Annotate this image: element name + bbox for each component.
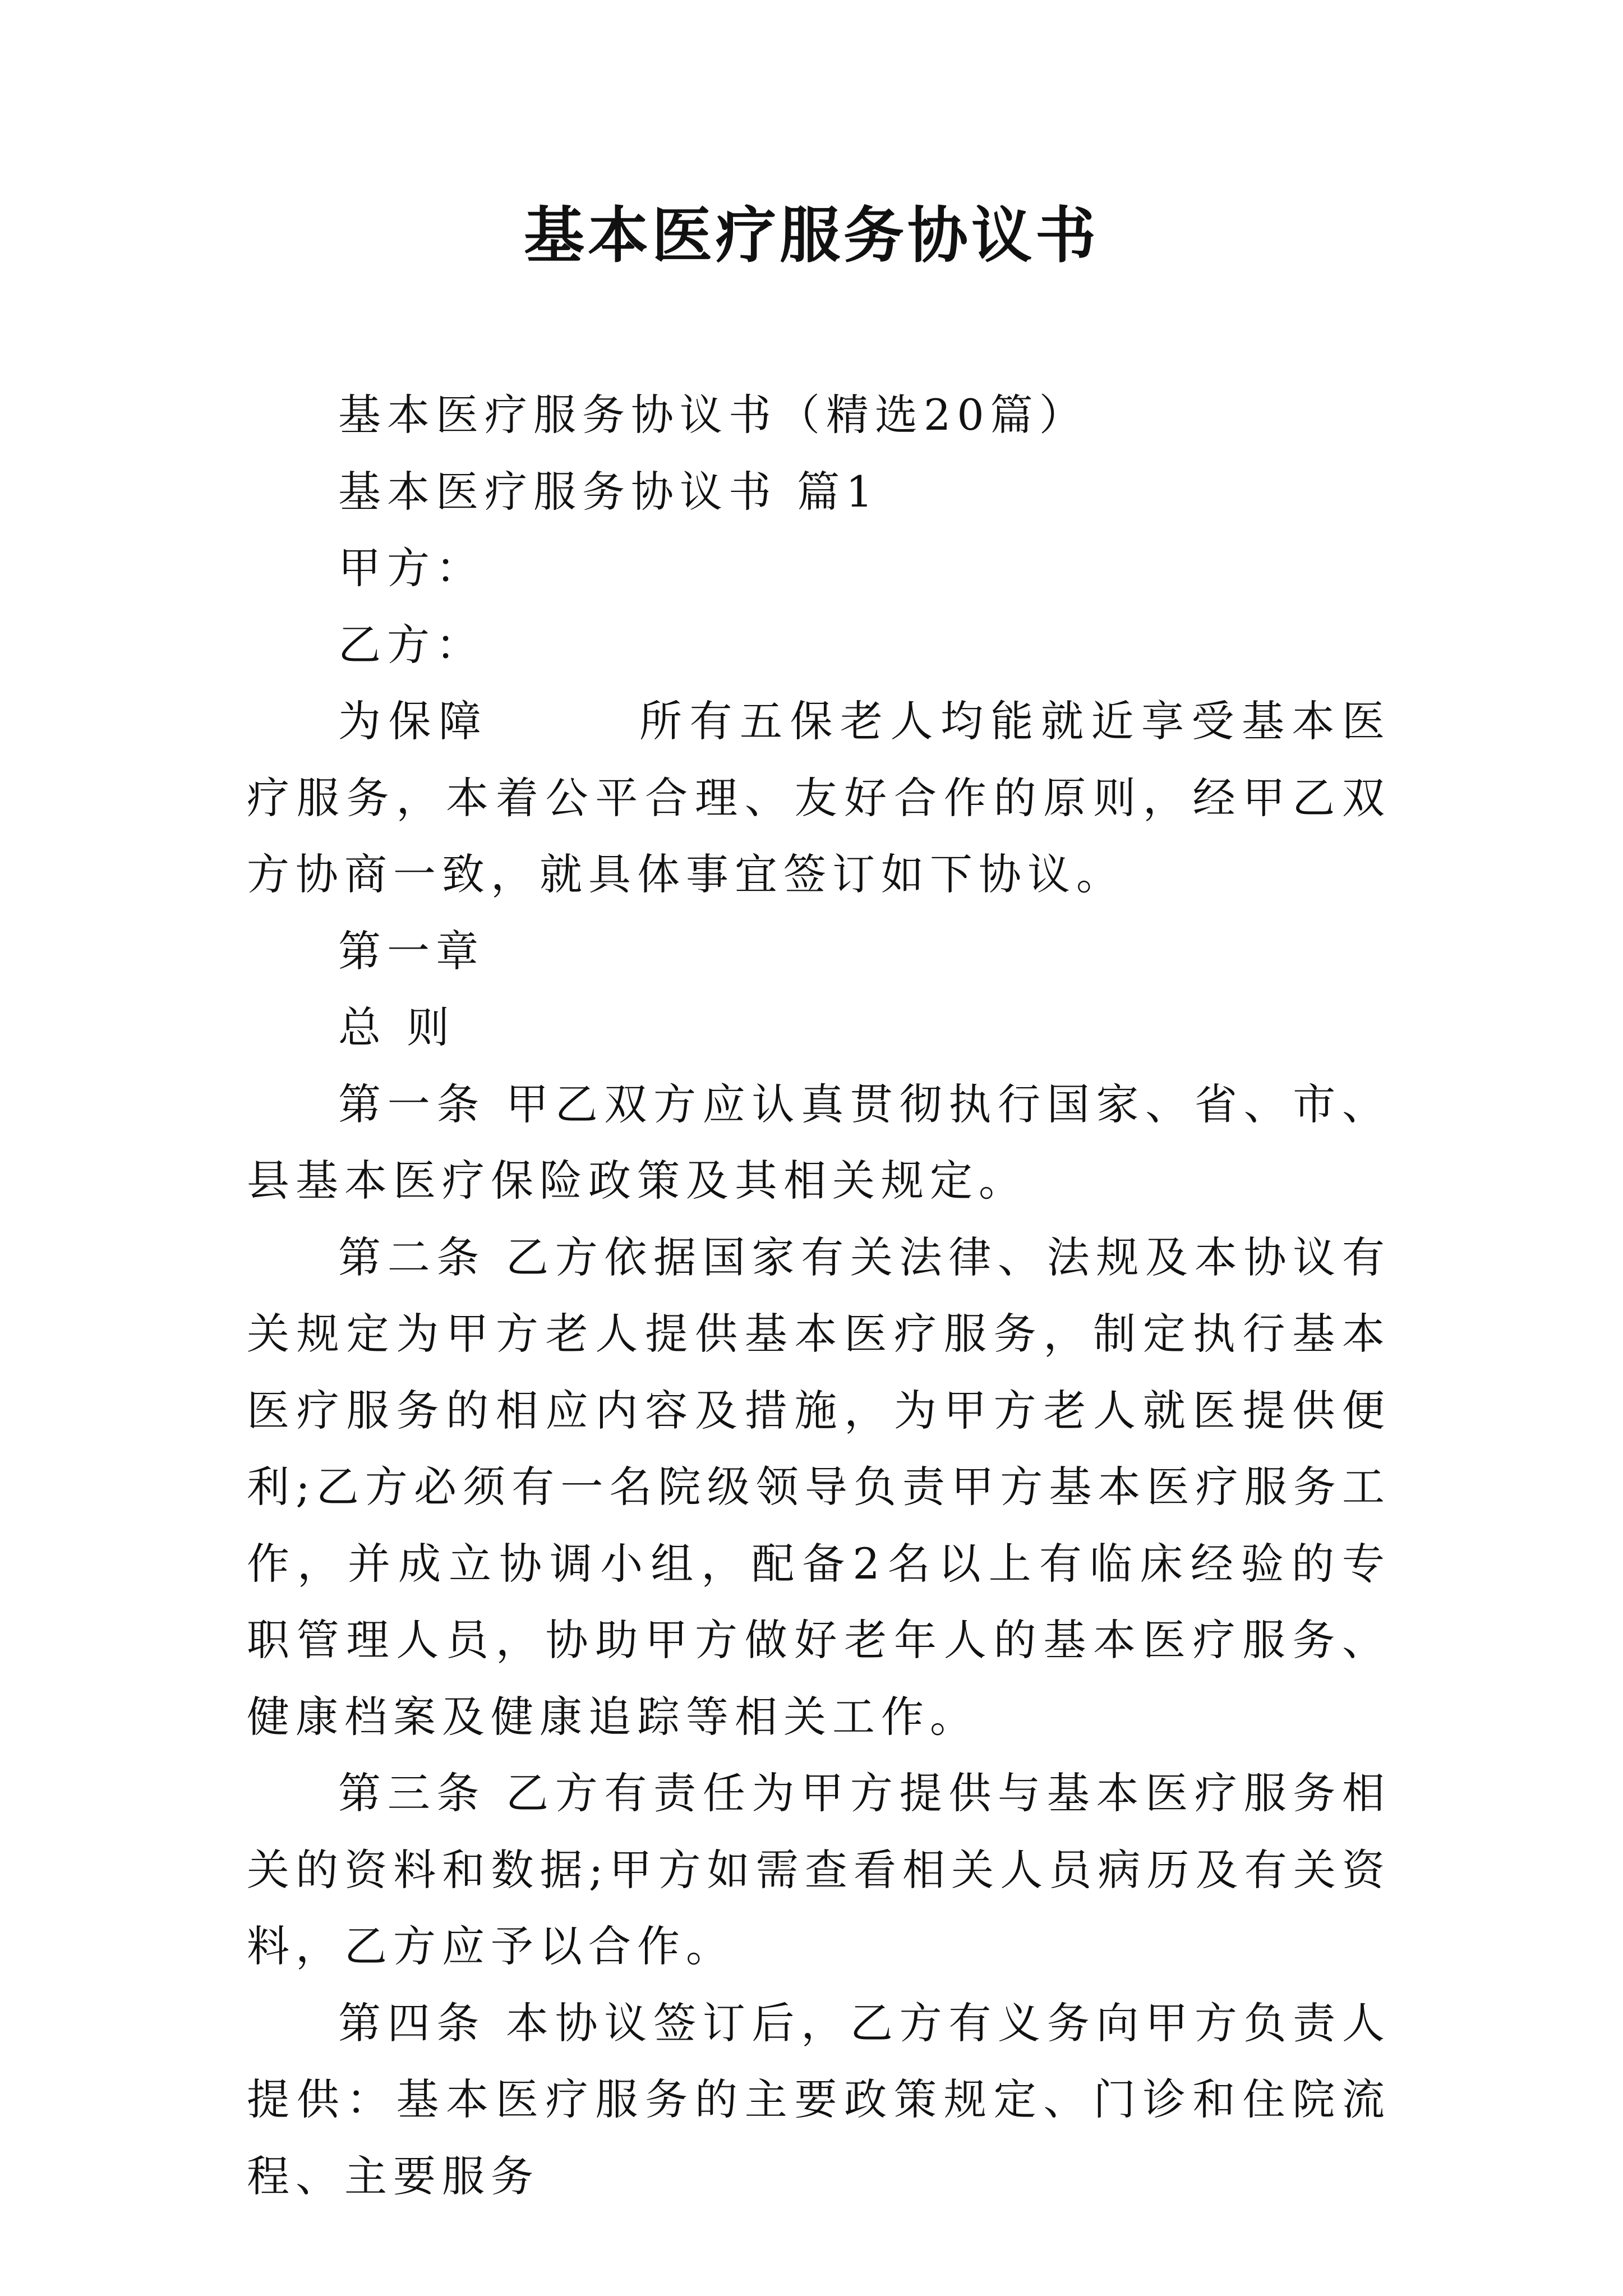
paragraph-subtitle: 基本医疗服务协议书（精选20篇） [338,390,1088,440]
paragraph-article-4: 第四条 本协议签订后，乙方有义务向甲方负责人提供：基本医疗服务的主要政策规定、门诊和住院流程、主要服务 [247,1998,1391,2201]
paragraph-article-1: 第一条 甲乙双方应认真贯彻执行国家、省、市、县基本医疗保险政策及其相关规定。 [247,1079,1391,1205]
paragraph-party-a: 甲方： [338,543,485,593]
paragraph-preamble: 为保障 所有五保老人均能就近享受基本医疗服务，本着公平合理、友好合作的原则，经甲乙双方协商一致，就具体事宜签订如下协议。 [247,696,1391,899]
document-body [247,377,1391,2215]
paragraph-party-b: 乙方： [338,619,485,670]
paragraph-chapter-one: 第一章 [338,926,485,976]
document-title: 基本医疗服务协议书 [523,200,1099,271]
paragraph-article-3: 第三条 乙方有责任为甲方提供与基本医疗服务相关的资料和数据;甲方如需查看相关人员病历及有关资料，乙方应予以合作。 [247,1768,1391,1971]
paragraph-general-principles: 总 则 [338,1002,456,1052]
paragraph-section-heading: 基本医疗服务协议书 篇1 [338,466,879,517]
paragraph-article-2: 第二条 乙方依据国家有关法律、法规及本协议有关规定为甲方老人提供基本医疗服务，制定执行基本医疗服务的相应内容及措施，为甲方老人就医提供便利;乙方必须有一名院级领导负责甲方基本医疗服务工作，并成立协调小组，配备2名以上有临床经验的专职管理人员，协助甲方做好老年人的基本医疗服务、健康档案及健康追踪等相关工作。 [247,1232,1391,1742]
